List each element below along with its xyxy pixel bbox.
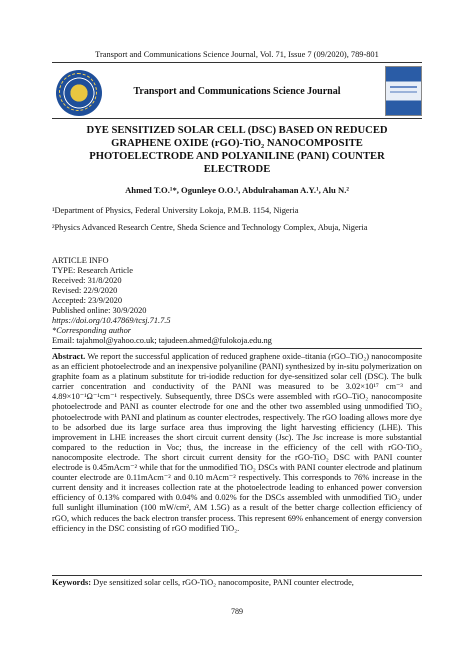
abstract-block [52, 352, 422, 534]
author-list: Ahmed T.O.¹*, Ogunleye O.O.¹, Abdulrahaman A.Y.¹, Alu N.² [125, 185, 349, 195]
keywords-label: Keywords: [52, 578, 92, 587]
abstract-label: Abstract. [52, 352, 86, 361]
running-header: Transport and Communications Science Journal, Vol. 71, Issue 7 (09/2020), 789-801 [95, 50, 379, 59]
abstract-rule-top [52, 348, 422, 349]
accepted-date: Accepted: 23/9/2020 [52, 296, 123, 305]
header-rule [52, 62, 422, 63]
paper-title: DYE SENSITIZED SOLAR CELL (DSC) BASED ON REDUCED GRAPHENE OXIDE (rGO)-TiO₂ NANOCOMPOSITE PHOTOELECTRODE AND POLYANILINE (PANI) COUNTER ELECTRODE [86, 125, 388, 175]
abstract-rule-bottom [52, 575, 422, 576]
received-date: Received: 31/8/2020 [52, 276, 122, 285]
doi-link[interactable]: https://doi.org/10.47869/tcsj.71.7.5 [52, 316, 171, 325]
article-type: TYPE: Research Article [52, 266, 133, 275]
keywords-text: Dye sensitized solar cells, rGO-TiO₂ nanocomposite, PANI counter electrode, [93, 578, 354, 587]
revised-date: Revised: 22/9/2020 [52, 286, 118, 295]
corresponding-author-note: *Corresponding author [52, 326, 132, 335]
keywords-block [52, 578, 422, 589]
journal-cover-image [385, 66, 422, 116]
published-date: Published online: 30/9/2020 [52, 306, 147, 315]
page-number: 789 [231, 607, 243, 616]
affiliation-1: ¹Department of Physics, Federal University Lokoja, P.M.B. 1154, Nigeria [52, 206, 299, 215]
corresponding-email[interactable]: Email: tajahmol@yahoo.co.uk; tajudeen.ahmed@fulokoja.edu.ng [52, 336, 272, 345]
journal-title: Transport and Communications Science Journal [133, 86, 341, 97]
affiliation-2: ²Physics Advanced Research Centre, Sheda Science and Technology Complex, Abuja, Nigeria [52, 223, 368, 232]
abstract-text: We report the successful application of reduced graphene oxide–titania (rGO–TiO₂) nanocomposite as an efficient photoelectrode and an inexpensive polyaniline (PANI) synthesized by in-situ polymerization on graphite foam as a platinum substitute for tri-iodide reduction for dye-sensitized solar cell (DSC). The bulk carrier concentration and conductivity of the PANI was measured to be 3.02×10¹⁷ cm⁻³ and 4.89×10⁻¹Ω⁻¹cm⁻¹ respectively. Subsequently, three DSCs were assembled with rGO–TiO₂ nanocomposite photoelectrode and PANI as counter electrode for one and the other two assembled using unmodified TiO₂ photoelectrode with PANI and platinum as counter electrodes, respectively. The rGO loading allows more dye to be adsorbed due its large surface area thus improving the light harvesting efficiency (LHE). This improvement in LHE increases the short circuit current density (Jsc). The Jsc increase is more substantial compared to the reduction in Voc; thus, the increase in the efficiency of the cell with rGO-TiO₂ nanocomposite electrode. The short circuit current density for the rGO-TiO₂ DSC with PANI counter electrode is 0.45mAcm⁻² while that for the unmodified TiO₂ DSCs with PANI counter electrode and platinum counter electrode are 0.11mAcm⁻² and 0.10 mAcm⁻² respectively. This corresponds to 76% increase in the current density and it increases collection rate at the photoelectrode leading to enhanced power conversion efficiency of 0.13% compared with 0.04% and 0.02% for the DSCs assembled with unmodified TiO₂ under full sunlight illumination (100 mW/cm², AM 1.5G) as a result of the better charge collection efficiency of rGO, which reduces the back electron transfer process. This represent 69% enhancement of energy conversion efficiency in the DSC consisting of rGO modified TiO₂. [52, 352, 423, 533]
article-info-heading: ARTICLE INFO [52, 256, 109, 265]
title-rule-top [52, 118, 422, 119]
